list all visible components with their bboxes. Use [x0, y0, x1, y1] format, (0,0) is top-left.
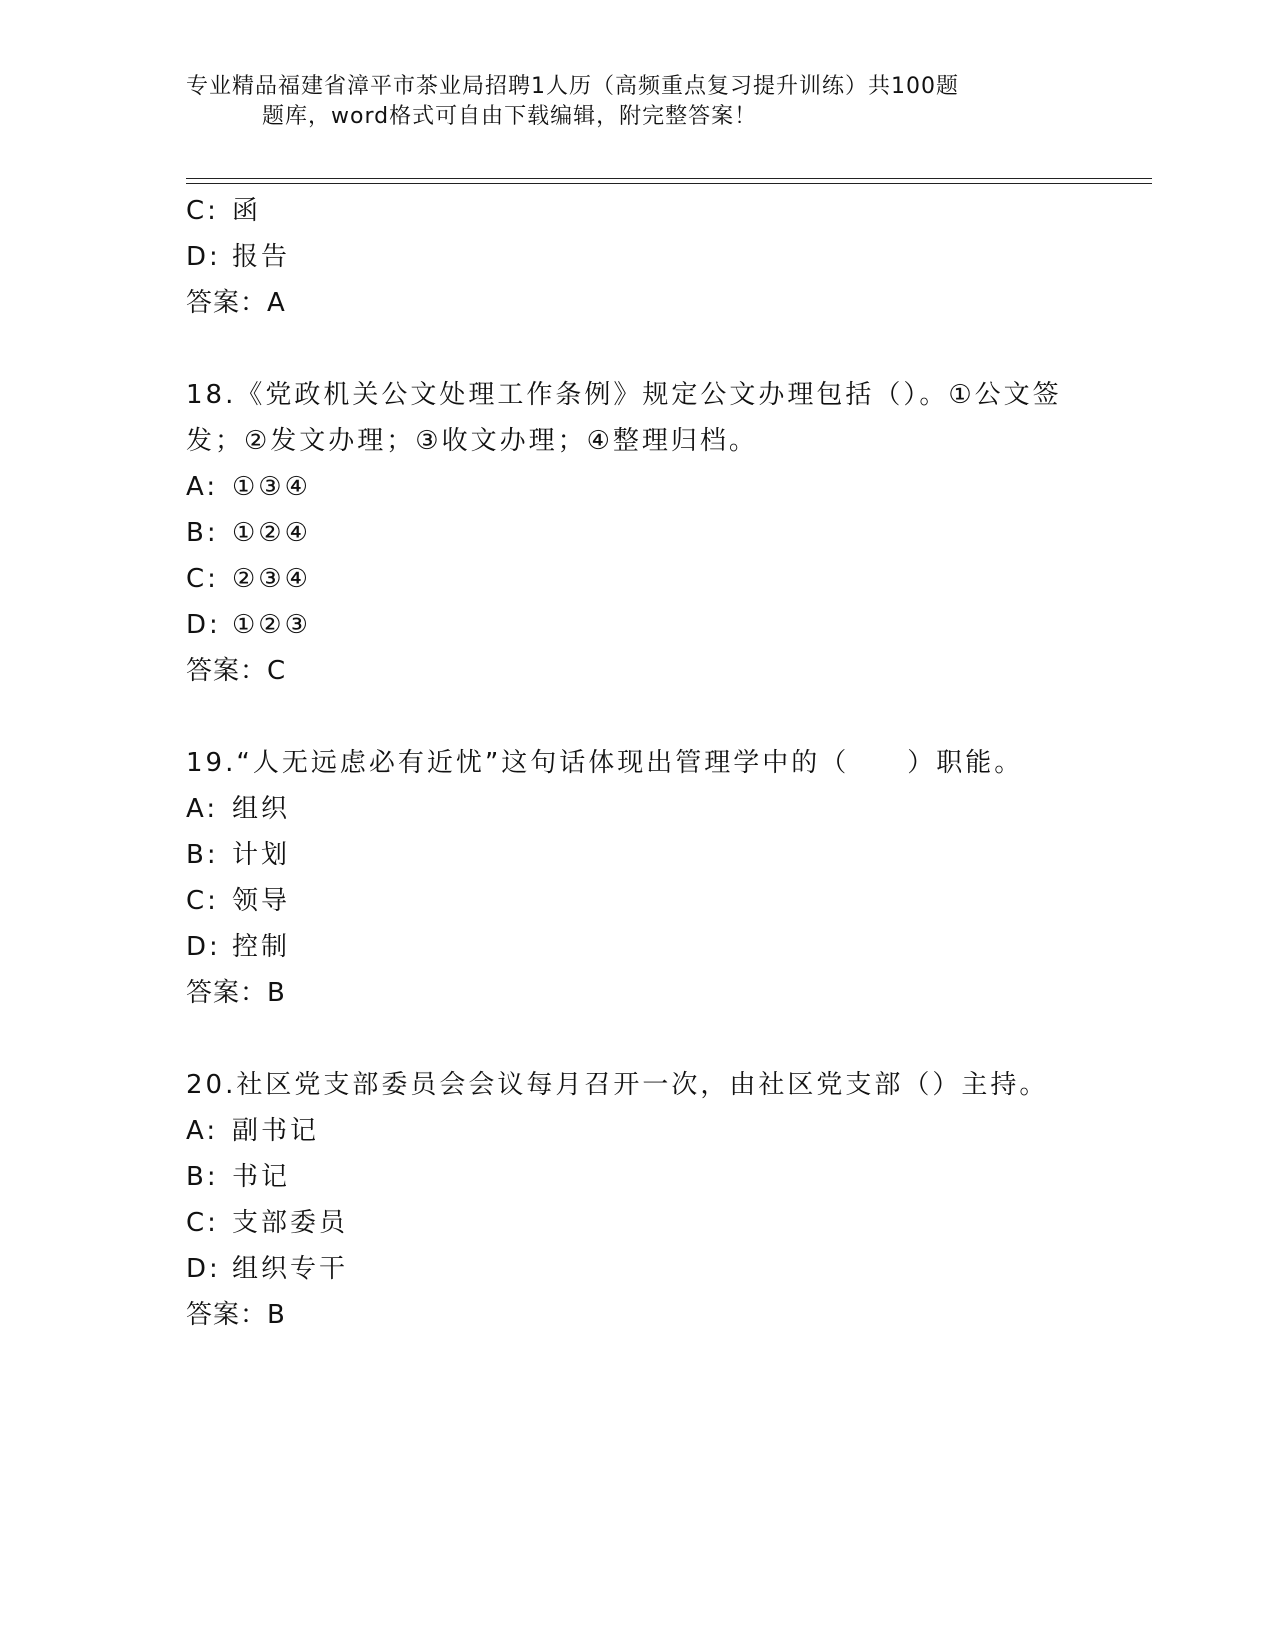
header-rule-top — [186, 178, 1152, 179]
q17-option-d — [186, 234, 1152, 280]
option-letter: D: — [186, 610, 221, 640]
option-letter: A: — [186, 472, 219, 502]
option-letter: B: — [186, 518, 219, 548]
q20-answer: 答案：B — [186, 1300, 286, 1330]
header-title-line2: 题库，word格式可自由下载编辑，附完整答案！ — [262, 104, 758, 129]
option-letter: A: — [186, 1116, 219, 1146]
q19-option-b — [186, 832, 1152, 878]
option-text: 组织 — [232, 794, 291, 824]
option-text: 领导 — [232, 886, 291, 916]
q18-answer: 答案：C — [186, 656, 287, 686]
q19-option-a — [186, 786, 1152, 832]
q20-option-b — [186, 1154, 1152, 1200]
option-text: ①③④ — [232, 472, 311, 502]
option-text: 书记 — [232, 1162, 291, 1192]
option-text: ①②④ — [232, 518, 311, 548]
q19-answer: 答案：B — [186, 978, 286, 1008]
option-letter: D: — [186, 1254, 221, 1284]
option-letter: C: — [186, 1208, 219, 1238]
header-title-line1: 专业精品福建省漳平市茶业局招聘1人历（高频重点复习提升训练）共100题 — [186, 74, 959, 99]
option-letter: B: — [186, 840, 219, 870]
q18-option-d — [186, 602, 1152, 648]
q17-answer: 答案：A — [186, 288, 286, 318]
q17-option-c — [186, 188, 1152, 234]
q19-option-d — [186, 924, 1152, 970]
option-text: 计划 — [232, 840, 291, 870]
option-letter: B: — [186, 1162, 219, 1192]
spacer — [186, 1016, 1152, 1062]
q18-stem-line1: 18.《党政机关公文处理工作条例》规定公文办理包括（）。①公文签 — [186, 380, 1062, 410]
option-text: 函 — [232, 196, 262, 226]
spacer — [186, 694, 1152, 740]
option-letter: D: — [186, 932, 221, 962]
q19-stem-line1: 19.“人无远虑必有近忧”这句话体现出管理学中的（ ）职能。 — [186, 748, 1024, 778]
option-text: 组织专干 — [232, 1254, 349, 1284]
option-letter: C: — [186, 886, 219, 916]
option-text: 报告 — [232, 242, 291, 272]
q18-stem-line2: 发；②发文办理；③收文办理；④整理归档。 — [186, 426, 758, 456]
q18-option-c — [186, 556, 1152, 602]
header-rule-bottom — [186, 183, 1152, 184]
q18-option-b — [186, 510, 1152, 556]
question-content — [186, 188, 1152, 1338]
spacer — [186, 326, 1152, 372]
q20-stem-line1: 20.社区党支部委员会会议每月召开一次，由社区党支部（）主持。 — [186, 1070, 1049, 1100]
option-letter: D: — [186, 242, 221, 272]
option-letter: C: — [186, 196, 219, 226]
option-letter: A: — [186, 794, 219, 824]
option-text: ①②③ — [232, 610, 311, 640]
option-text: 副书记 — [232, 1116, 320, 1146]
q20-option-d — [186, 1246, 1152, 1292]
q18-option-a — [186, 464, 1152, 510]
option-text: ②③④ — [232, 564, 311, 594]
option-letter: C: — [186, 564, 219, 594]
q20-option-a — [186, 1108, 1152, 1154]
option-text: 控制 — [232, 932, 291, 962]
q19-option-c — [186, 878, 1152, 924]
q20-option-c — [186, 1200, 1152, 1246]
document-header — [186, 72, 1046, 132]
option-text: 支部委员 — [232, 1208, 349, 1238]
